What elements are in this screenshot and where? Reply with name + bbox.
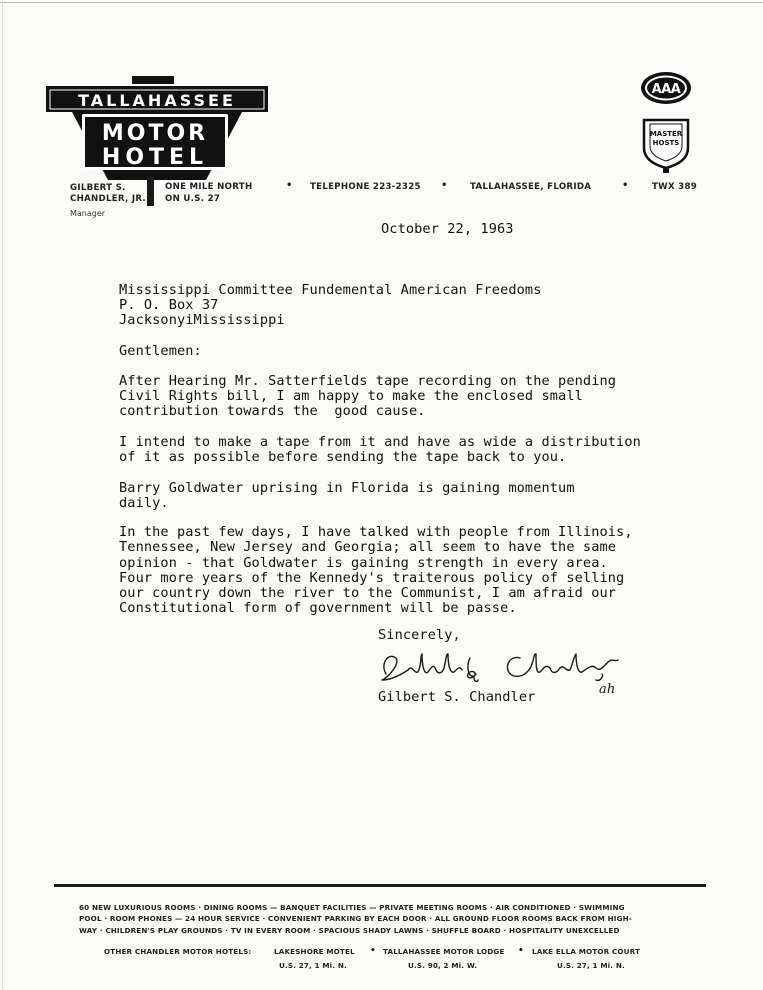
paragraph4-line4: Four more years of the Kennedy's traiterous policy of selling [119, 570, 625, 586]
paragraph4-line5: our country down the river to the Communist, I am afraid our [119, 585, 617, 601]
location-line1: ONE MILE NORTH [165, 182, 253, 192]
logo-line2: MOTOR [101, 121, 209, 146]
paragraph3-line1: Barry Goldwater uprising in Florida is gaining momentum [119, 480, 575, 496]
city: TALLAHASSEE, FLORIDA [470, 182, 592, 192]
page-edge [0, 2, 763, 3]
paragraph1-line3: contribution towards the good cause. [119, 403, 426, 419]
aaa-emblem [640, 68, 692, 174]
paragraph4-line1: In the past few days, I have talked with people from Illinois, [119, 524, 633, 540]
separator-dot: • [370, 946, 376, 956]
manager-title: Manager [70, 209, 106, 218]
telephone: TELEPHONE 223-2325 [310, 182, 421, 192]
paragraph2-line1: I intend to make a tape from it and have as wide a distribution [119, 434, 641, 450]
separator-dot: • [622, 180, 629, 191]
footer-rule [54, 884, 706, 887]
separator-dot: • [286, 180, 293, 191]
manager-name-1: GILBERT S. [70, 183, 126, 193]
manager-name-2: CHANDLER, JR. [70, 194, 146, 204]
other-hotel-1: LAKESHORE MOTEL [274, 947, 355, 956]
paragraph3-line2: daily. [119, 495, 169, 511]
address-line2: P. O. Box 37 [119, 297, 219, 313]
footer-line3: WAY · CHILDREN'S PLAY GROUNDS · TV IN EVERY ROOM · SPACIOUS SHADY LAWNS · SHUFFLE BOARD · HOSPITALITY UNEXCELLED [79, 926, 620, 935]
closing: Sincerely, [378, 627, 461, 643]
page-edge-left [2, 0, 3, 990]
separator-dot: • [518, 946, 524, 956]
aaa-label: AAA [651, 82, 681, 97]
separator-dot: • [441, 180, 448, 191]
paragraph2-line2: of it as possible before sending the tape back to you. [119, 449, 567, 465]
master-hosts-line2: HOSTS [652, 139, 680, 147]
letter-date: October 22, 1963 [381, 221, 514, 237]
other-hotel-3-location: U.S. 27, 1 Mi. N. [557, 961, 625, 970]
logo-line1: TALLAHASSEE [78, 91, 236, 110]
logo-line3: HOTEL [101, 145, 209, 170]
salutation: Gentlemen: [119, 343, 202, 359]
location-line2: ON U.S. 27 [165, 194, 221, 204]
hotel-logo [46, 76, 268, 180]
other-hotel-2: TALLAHASSEE MOTOR LODGE [383, 947, 505, 956]
aaa-emblem-graphic [640, 68, 692, 174]
other-hotel-3: LAKE ELLA MOTOR COURT [532, 947, 641, 956]
other-hotel-1-location: U.S. 27, 1 Mi. N. [279, 961, 347, 970]
signer-name: Gilbert S. Chandler [378, 689, 536, 705]
footer-line2: POOL · ROOM PHONES — 24 HOUR SERVICE · CONVENIENT PARKING BY EACH DOOR · ALL GROUND FLOOR ROOMS BACK FROM HIGH- [79, 914, 632, 923]
other-hotel-2-location: U.S. 90, 2 Mi. W. [408, 961, 478, 970]
paragraph4-line6: Constitutional form of government will be passe. [119, 600, 517, 616]
letterhead-divider [147, 176, 154, 206]
address-line1: Mississippi Committee Fundemental American Freedoms [119, 282, 542, 298]
paragraph1-line2: Civil Rights bill, I am happy to make the enclosed small [119, 388, 583, 404]
master-hosts-line1: MASTER [649, 130, 683, 138]
twx: TWX 389 [652, 182, 697, 192]
typist-initials: ah [599, 682, 616, 697]
address-line3: JacksonyiMississippi [119, 312, 285, 328]
footer-line1: 60 NEW LUXURIOUS ROOMS · DINING ROOMS — BANQUET FACILITIES — PRIVATE MEETING ROOMS · AIR CONDITIONED · SWIMMING [79, 903, 625, 912]
paragraph4-line3: opinion - that Goldwater is gaining strength in every area. [119, 555, 608, 571]
paragraph1-line1: After Hearing Mr. Satterfields tape recording on the pending [119, 373, 617, 389]
hotel-logo-graphic [46, 76, 268, 180]
paragraph4-line2: Tennessee, New Jersey and Georgia; all seem to have the same [119, 539, 617, 555]
other-hotels-label: OTHER CHANDLER MOTOR HOTELS: [104, 947, 252, 956]
